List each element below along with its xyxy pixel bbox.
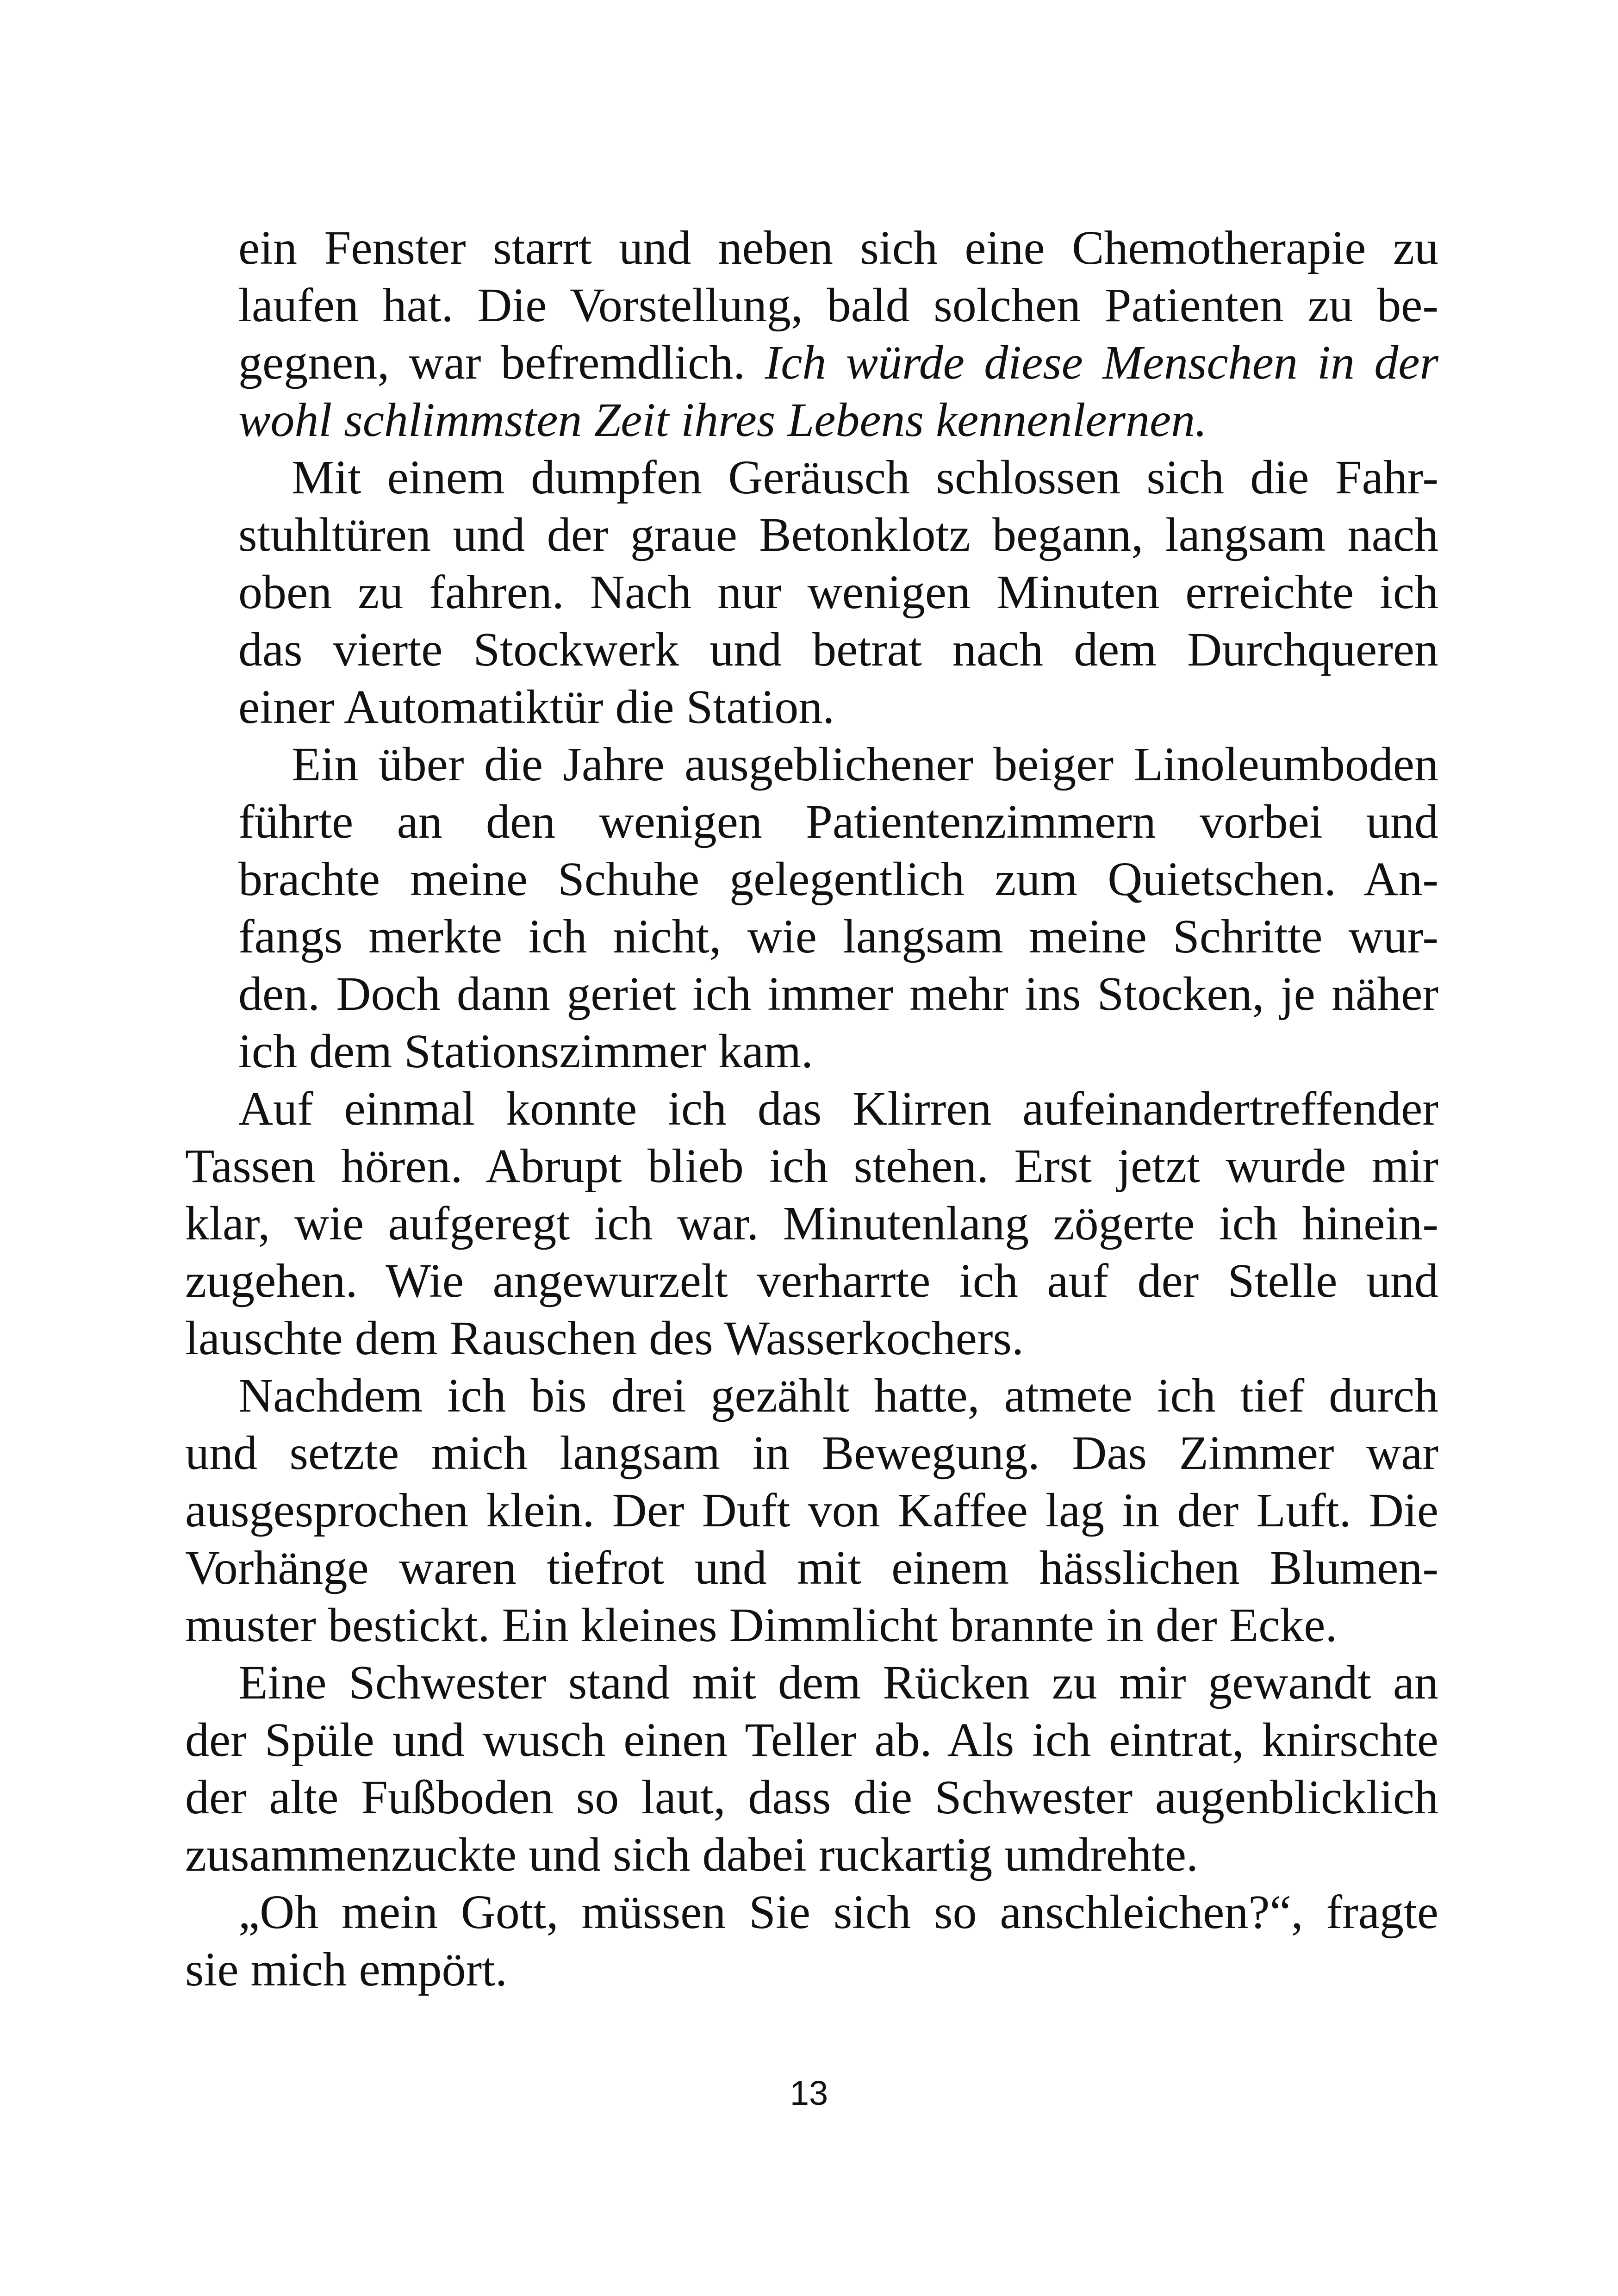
text-line: ich dem Stationszimmer kam.	[238, 1025, 813, 1078]
text-span: gegnen, war befremdlich.	[238, 336, 765, 389]
paragraph-first-line: Auf einmal konnte ich das Klirren aufeinandertreffender	[238, 1082, 1438, 1135]
text-line: zusammenzuckte und sich dabei ruckartig umdrehte.	[185, 1828, 1198, 1881]
paragraph-first-line: „Oh mein Gott, müssen Sie sich so anschleichen?“, fragte	[238, 1885, 1438, 1939]
text-line: Vorhänge waren tiefrot und mit einem hässlichen Blumen-	[185, 1541, 1438, 1594]
text-line: ausgesprochen klein. Der Duft von Kaffee lag in der Luft. Die	[185, 1484, 1438, 1537]
italic-text-span: Ich würde diese Menschen in der	[765, 336, 1439, 389]
text-line: sie mich empört.	[185, 1943, 508, 1996]
paragraph-first-line: Ein über die Jahre ausgeblichener beiger Linoleumboden	[292, 738, 1438, 791]
text-line: und setzte mich langsam in Bewegung. Das Zimmer war	[185, 1426, 1438, 1480]
text-line: oben zu fahren. Nach nur wenigen Minuten erreichte ich	[238, 566, 1438, 619]
text-line: den. Doch dann geriet ich immer mehr ins Stocken, je näher	[238, 967, 1438, 1020]
text-line: einer Automatiktür die Station.	[238, 680, 835, 734]
italic-text-line: wohl schlimmsten Zeit ihres Lebens kennenlernen.	[238, 393, 1207, 447]
text-line: brachte meine Schuhe gelegentlich zum Quietschen. An-	[238, 852, 1438, 906]
text-line: der alte Fußboden so laut, dass die Schwester augenblicklich	[185, 1771, 1438, 1824]
paragraph-first-line: Mit einem dumpfen Geräusch schlossen sich die Fahr-	[292, 451, 1438, 504]
text-line: klar, wie aufgeregt ich war. Minutenlang zögerte ich hinein-	[185, 1197, 1438, 1250]
text-line	[238, 334, 1438, 392]
paragraph-first-line: Nachdem ich bis drei gezählt hatte, atmete ich tief durch	[238, 1369, 1438, 1422]
text-line: muster bestickt. Ein kleines Dimmlicht brannte in der Ecke.	[185, 1599, 1338, 1652]
text-line: der Spüle und wusch einen Teller ab. Als ich eintrat, knirschte	[185, 1713, 1438, 1767]
page-number: 13	[790, 2074, 828, 2112]
paragraph-first-line: Eine Schwester stand mit dem Rücken zu mir gewandt an	[238, 1656, 1438, 1709]
text-line: zugehen. Wie angewurzelt verharrte ich auf der Stelle und	[185, 1254, 1438, 1307]
text-line: stuhltüren und der graue Betonklotz begann, langsam nach	[238, 508, 1438, 561]
text-line: führte an den wenigen Patientenzimmern vorbei und	[238, 795, 1438, 848]
text-line: laufen hat. Die Vorstellung, bald solchen Patienten zu be-	[238, 279, 1438, 332]
text-line: fangs merkte ich nicht, wie langsam meine Schritte wur-	[238, 910, 1438, 963]
text-line: ein Fenster starrt und neben sich eine Chemotherapie zu	[238, 221, 1438, 274]
text-line: lauschte dem Rauschen des Wasserkochers.	[185, 1312, 1024, 1365]
text-line: Tassen hören. Abrupt blieb ich stehen. Erst jetzt wurde mir	[185, 1139, 1438, 1193]
text-line: das vierte Stockwerk und betrat nach dem Durchqueren	[238, 623, 1438, 676]
